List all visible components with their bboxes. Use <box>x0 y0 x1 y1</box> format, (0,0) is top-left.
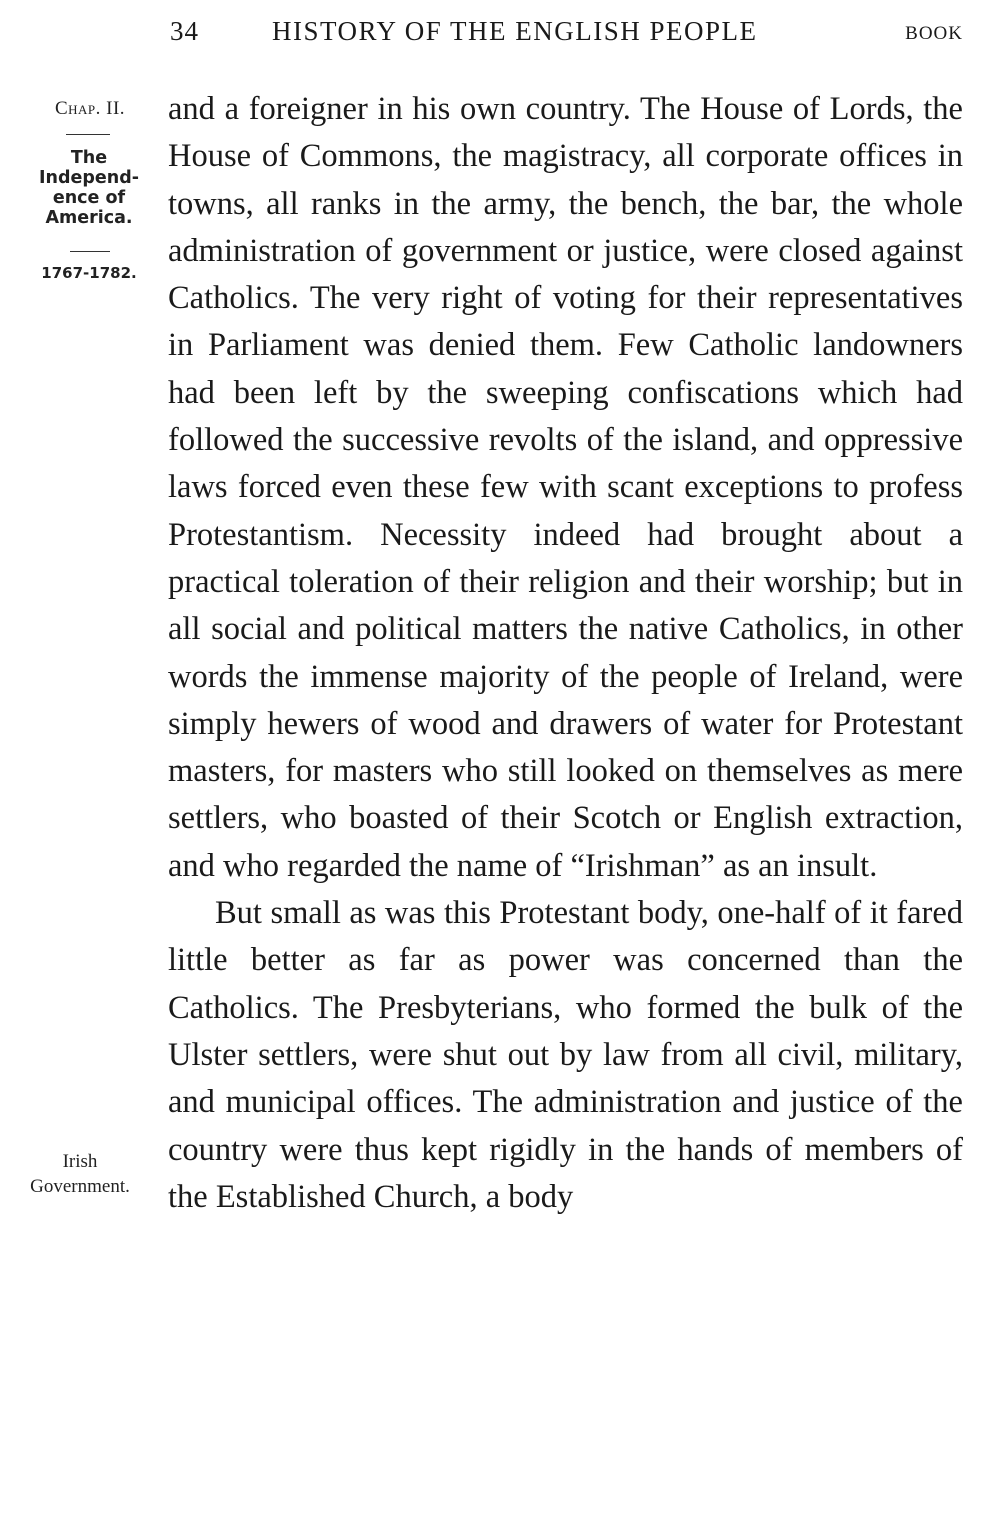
section-note-line: America. <box>45 208 133 228</box>
section-note-line: The <box>70 148 108 168</box>
irish-government-note <box>10 1149 150 1199</box>
years-note: 1767-1782. <box>41 264 137 282</box>
paragraph: and a foreigner in his own country. The House of Lords, the House of Commons, the magistracy, all corporate offices in towns, all ranks in the army, the bench, the bar, the whole administration of government or justice, were closed against Catholics. The very right of voting for their representatives in Parliament was denied them. Few Catholic landowners had been left by the sweeping confiscations which had followed the successive revolts of the island, and oppressive laws forced even these few with scant exceptions to profess Protestantism. Necessity indeed had brought about a practical toleration of their religion and their worship; but in all social and political matters the native Catholics, in other words the immense majority of the people of Ireland, were simply hewers of wood and drawers of water for Protestant masters, for masters who still looked on themselves as mere settlers, who boasted of their Scotch or English extraction, and who regarded the name of “Irishman” as an insult. <box>168 91 963 884</box>
running-head <box>170 16 965 56</box>
section-note <box>28 148 150 228</box>
page-number: 34 <box>170 16 199 46</box>
section-note-line: ence of <box>52 188 126 208</box>
chapter-note: Chap. II. <box>54 98 126 119</box>
paragraph: But small as was this Protestant body, one-half of it fared little better as far as power was concerned than the Catholics. The Presbyterians, who formed the bulk of the Ulster settlers, were shut out by law from all civil, military, and municipal offices. The administration and justice of the country were thus kept rigidly in the hands of members of the Established Church, a body <box>168 895 963 1215</box>
irish-note-line: Irish <box>62 1151 98 1172</box>
irish-note-line: Government. <box>30 1176 130 1197</box>
chapter-rule <box>66 134 110 135</box>
section-note-line: Independ- <box>38 168 139 188</box>
book-label: BOOK <box>905 23 963 44</box>
book-title: HISTORY OF THE ENGLISH PEOPLE <box>272 16 758 46</box>
section-rule <box>70 251 110 252</box>
body-text <box>168 86 963 1221</box>
